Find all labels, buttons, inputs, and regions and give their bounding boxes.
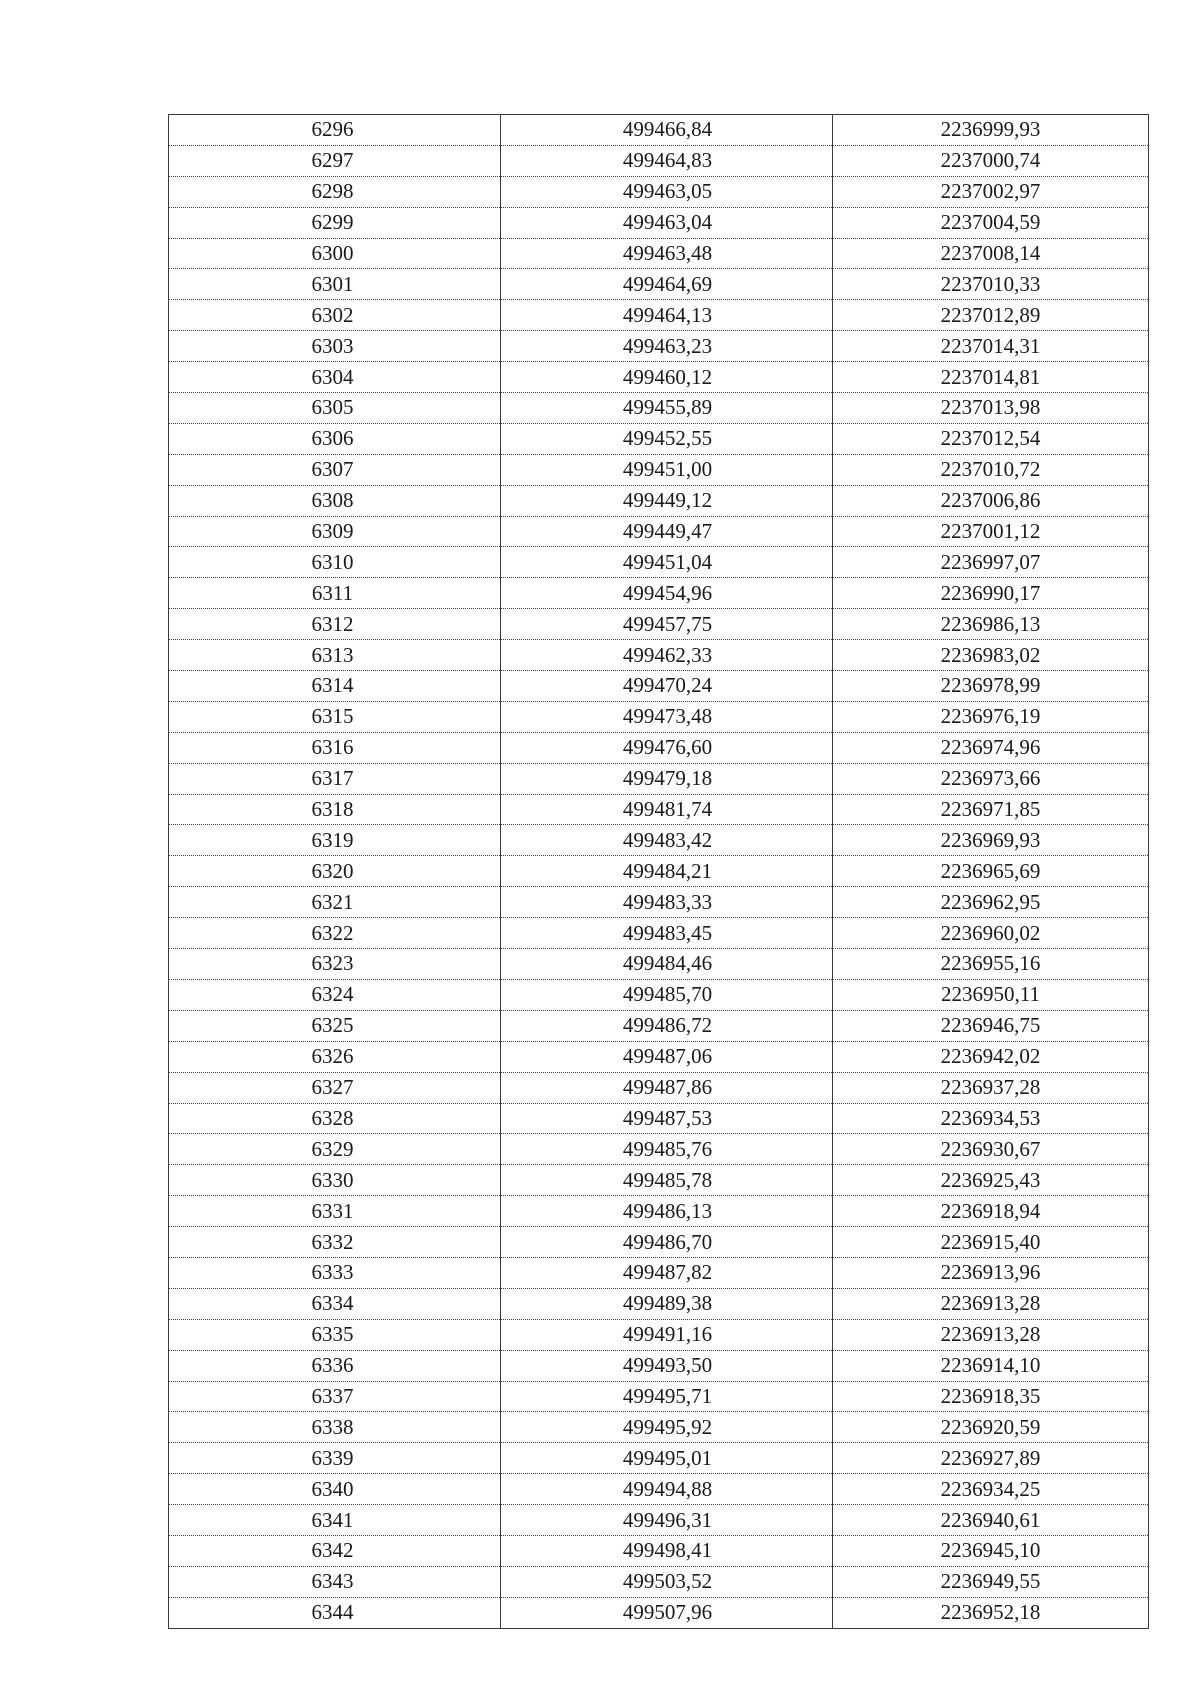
point-number-cell: 6343	[169, 1566, 501, 1597]
y-coordinate-cell: 2237004,59	[833, 207, 1149, 238]
table-row	[169, 856, 1149, 887]
x-coordinate-cell: 499449,12	[501, 485, 833, 516]
y-coordinate-cell: 2236952,18	[833, 1597, 1149, 1628]
table-row	[169, 269, 1149, 300]
x-coordinate-cell: 499491,16	[501, 1319, 833, 1350]
table-row	[169, 547, 1149, 578]
coordinates-table	[168, 114, 1149, 1629]
y-coordinate-cell: 2236930,67	[833, 1134, 1149, 1165]
point-number-cell: 6298	[169, 176, 501, 207]
x-coordinate-cell: 499485,70	[501, 979, 833, 1010]
table-row	[169, 1257, 1149, 1288]
x-coordinate-cell: 499489,38	[501, 1288, 833, 1319]
point-number-cell: 6301	[169, 269, 501, 300]
table-row	[169, 949, 1149, 980]
x-coordinate-cell: 499495,71	[501, 1381, 833, 1412]
x-coordinate-cell: 499479,18	[501, 763, 833, 794]
x-coordinate-cell: 499483,33	[501, 887, 833, 918]
y-coordinate-cell: 2236971,85	[833, 794, 1149, 825]
y-coordinate-cell: 2236945,10	[833, 1535, 1149, 1566]
point-number-cell: 6344	[169, 1597, 501, 1628]
point-number-cell: 6321	[169, 887, 501, 918]
x-coordinate-cell: 499454,96	[501, 578, 833, 609]
x-coordinate-cell: 499462,33	[501, 640, 833, 671]
point-number-cell: 6338	[169, 1412, 501, 1443]
point-number-cell: 6339	[169, 1443, 501, 1474]
table-row	[169, 238, 1149, 269]
table-row	[169, 145, 1149, 176]
y-coordinate-cell: 2236918,94	[833, 1196, 1149, 1227]
x-coordinate-cell: 499487,86	[501, 1072, 833, 1103]
x-coordinate-cell: 499485,78	[501, 1165, 833, 1196]
y-coordinate-cell: 2236969,93	[833, 825, 1149, 856]
y-coordinate-cell: 2236986,13	[833, 609, 1149, 640]
x-coordinate-cell: 499466,84	[501, 115, 833, 146]
x-coordinate-cell: 499494,88	[501, 1474, 833, 1505]
point-number-cell: 6330	[169, 1165, 501, 1196]
table-row	[169, 423, 1149, 454]
table-row	[169, 640, 1149, 671]
table-row	[169, 1134, 1149, 1165]
table-row	[169, 887, 1149, 918]
point-number-cell: 6299	[169, 207, 501, 238]
y-coordinate-cell: 2236973,66	[833, 763, 1149, 794]
x-coordinate-cell: 499484,46	[501, 949, 833, 980]
y-coordinate-cell: 2236983,02	[833, 640, 1149, 671]
y-coordinate-cell: 2236925,43	[833, 1165, 1149, 1196]
point-number-cell: 6316	[169, 732, 501, 763]
point-number-cell: 6335	[169, 1319, 501, 1350]
y-coordinate-cell: 2237010,72	[833, 454, 1149, 485]
point-number-cell: 6304	[169, 362, 501, 393]
y-coordinate-cell: 2236913,96	[833, 1257, 1149, 1288]
table-row	[169, 918, 1149, 949]
table-row	[169, 1196, 1149, 1227]
table-row	[169, 362, 1149, 393]
x-coordinate-cell: 499486,72	[501, 1010, 833, 1041]
table-row	[169, 1535, 1149, 1566]
point-number-cell: 6341	[169, 1505, 501, 1536]
point-number-cell: 6317	[169, 763, 501, 794]
y-coordinate-cell: 2237000,74	[833, 145, 1149, 176]
table-row	[169, 393, 1149, 424]
point-number-cell: 6300	[169, 238, 501, 269]
x-coordinate-cell: 499457,75	[501, 609, 833, 640]
x-coordinate-cell: 499470,24	[501, 671, 833, 702]
y-coordinate-cell: 2237006,86	[833, 485, 1149, 516]
table-row	[169, 454, 1149, 485]
table-row	[169, 732, 1149, 763]
point-number-cell: 6314	[169, 671, 501, 702]
point-number-cell: 6328	[169, 1103, 501, 1134]
x-coordinate-cell: 499452,55	[501, 423, 833, 454]
x-coordinate-cell: 499483,42	[501, 825, 833, 856]
point-number-cell: 6302	[169, 300, 501, 331]
y-coordinate-cell: 2237012,54	[833, 423, 1149, 454]
point-number-cell: 6310	[169, 547, 501, 578]
x-coordinate-cell: 499464,83	[501, 145, 833, 176]
table-row	[169, 794, 1149, 825]
x-coordinate-cell: 499487,06	[501, 1041, 833, 1072]
y-coordinate-cell: 2236940,61	[833, 1505, 1149, 1536]
y-coordinate-cell: 2236950,11	[833, 979, 1149, 1010]
x-coordinate-cell: 499463,05	[501, 176, 833, 207]
point-number-cell: 6303	[169, 331, 501, 362]
x-coordinate-cell: 499486,13	[501, 1196, 833, 1227]
point-number-cell: 6296	[169, 115, 501, 146]
table-row	[169, 1072, 1149, 1103]
table-row	[169, 300, 1149, 331]
table-row	[169, 331, 1149, 362]
point-number-cell: 6305	[169, 393, 501, 424]
table-row	[169, 1505, 1149, 1536]
y-coordinate-cell: 2237001,12	[833, 516, 1149, 547]
point-number-cell: 6315	[169, 701, 501, 732]
coordinates-table-body	[169, 115, 1149, 1629]
table-row	[169, 516, 1149, 547]
table-row	[169, 1597, 1149, 1628]
x-coordinate-cell: 499483,45	[501, 918, 833, 949]
y-coordinate-cell: 2237013,98	[833, 393, 1149, 424]
table-row	[169, 1443, 1149, 1474]
table-row	[169, 1103, 1149, 1134]
y-coordinate-cell: 2236960,02	[833, 918, 1149, 949]
y-coordinate-cell: 2236962,95	[833, 887, 1149, 918]
table-row	[169, 979, 1149, 1010]
x-coordinate-cell: 499487,53	[501, 1103, 833, 1134]
point-number-cell: 6309	[169, 516, 501, 547]
y-coordinate-cell: 2236949,55	[833, 1566, 1149, 1597]
table-row	[169, 1412, 1149, 1443]
y-coordinate-cell: 2237010,33	[833, 269, 1149, 300]
point-number-cell: 6297	[169, 145, 501, 176]
y-coordinate-cell: 2236978,99	[833, 671, 1149, 702]
table-row	[169, 1288, 1149, 1319]
y-coordinate-cell: 2236915,40	[833, 1227, 1149, 1258]
table-row	[169, 1381, 1149, 1412]
x-coordinate-cell: 499507,96	[501, 1597, 833, 1628]
table-row	[169, 115, 1149, 146]
point-number-cell: 6333	[169, 1257, 501, 1288]
table-row	[169, 1350, 1149, 1381]
point-number-cell: 6336	[169, 1350, 501, 1381]
point-number-cell: 6334	[169, 1288, 501, 1319]
y-coordinate-cell: 2236934,25	[833, 1474, 1149, 1505]
x-coordinate-cell: 499473,48	[501, 701, 833, 732]
table-row	[169, 207, 1149, 238]
x-coordinate-cell: 499487,82	[501, 1257, 833, 1288]
point-number-cell: 6342	[169, 1535, 501, 1566]
point-number-cell: 6307	[169, 454, 501, 485]
point-number-cell: 6311	[169, 578, 501, 609]
x-coordinate-cell: 499495,01	[501, 1443, 833, 1474]
table-row	[169, 1474, 1149, 1505]
x-coordinate-cell: 499451,00	[501, 454, 833, 485]
y-coordinate-cell: 2236920,59	[833, 1412, 1149, 1443]
table-row	[169, 825, 1149, 856]
y-coordinate-cell: 2237014,31	[833, 331, 1149, 362]
x-coordinate-cell: 499460,12	[501, 362, 833, 393]
point-number-cell: 6324	[169, 979, 501, 1010]
point-number-cell: 6312	[169, 609, 501, 640]
point-number-cell: 6320	[169, 856, 501, 887]
y-coordinate-cell: 2236946,75	[833, 1010, 1149, 1041]
point-number-cell: 6326	[169, 1041, 501, 1072]
point-number-cell: 6322	[169, 918, 501, 949]
x-coordinate-cell: 499503,52	[501, 1566, 833, 1597]
y-coordinate-cell: 2236914,10	[833, 1350, 1149, 1381]
y-coordinate-cell: 2237012,89	[833, 300, 1149, 331]
x-coordinate-cell: 499463,48	[501, 238, 833, 269]
x-coordinate-cell: 499495,92	[501, 1412, 833, 1443]
y-coordinate-cell: 2236927,89	[833, 1443, 1149, 1474]
y-coordinate-cell: 2236937,28	[833, 1072, 1149, 1103]
y-coordinate-cell: 2236974,96	[833, 732, 1149, 763]
x-coordinate-cell: 499476,60	[501, 732, 833, 763]
point-number-cell: 6313	[169, 640, 501, 671]
point-number-cell: 6331	[169, 1196, 501, 1227]
table-row	[169, 578, 1149, 609]
y-coordinate-cell: 2236976,19	[833, 701, 1149, 732]
point-number-cell: 6329	[169, 1134, 501, 1165]
point-number-cell: 6318	[169, 794, 501, 825]
x-coordinate-cell: 499464,69	[501, 269, 833, 300]
point-number-cell: 6323	[169, 949, 501, 980]
y-coordinate-cell: 2236999,93	[833, 115, 1149, 146]
x-coordinate-cell: 499464,13	[501, 300, 833, 331]
x-coordinate-cell: 499493,50	[501, 1350, 833, 1381]
point-number-cell: 6340	[169, 1474, 501, 1505]
y-coordinate-cell: 2237008,14	[833, 238, 1149, 269]
y-coordinate-cell: 2236997,07	[833, 547, 1149, 578]
table-row	[169, 1165, 1149, 1196]
x-coordinate-cell: 499451,04	[501, 547, 833, 578]
point-number-cell: 6337	[169, 1381, 501, 1412]
point-number-cell: 6319	[169, 825, 501, 856]
y-coordinate-cell: 2236913,28	[833, 1319, 1149, 1350]
table-row	[169, 609, 1149, 640]
y-coordinate-cell: 2236934,53	[833, 1103, 1149, 1134]
point-number-cell: 6306	[169, 423, 501, 454]
x-coordinate-cell: 499463,04	[501, 207, 833, 238]
table-row	[169, 763, 1149, 794]
y-coordinate-cell: 2236942,02	[833, 1041, 1149, 1072]
x-coordinate-cell: 499498,41	[501, 1535, 833, 1566]
point-number-cell: 6325	[169, 1010, 501, 1041]
x-coordinate-cell: 499484,21	[501, 856, 833, 887]
y-coordinate-cell: 2236913,28	[833, 1288, 1149, 1319]
x-coordinate-cell: 499486,70	[501, 1227, 833, 1258]
table-row	[169, 701, 1149, 732]
y-coordinate-cell: 2237014,81	[833, 362, 1149, 393]
y-coordinate-cell: 2236990,17	[833, 578, 1149, 609]
table-row	[169, 671, 1149, 702]
x-coordinate-cell: 499485,76	[501, 1134, 833, 1165]
y-coordinate-cell: 2237002,97	[833, 176, 1149, 207]
point-number-cell: 6327	[169, 1072, 501, 1103]
y-coordinate-cell: 2236965,69	[833, 856, 1149, 887]
y-coordinate-cell: 2236955,16	[833, 949, 1149, 980]
x-coordinate-cell: 499463,23	[501, 331, 833, 362]
table-row	[169, 1227, 1149, 1258]
table-row	[169, 1319, 1149, 1350]
table-row	[169, 485, 1149, 516]
table-row	[169, 1010, 1149, 1041]
x-coordinate-cell: 499496,31	[501, 1505, 833, 1536]
x-coordinate-cell: 499449,47	[501, 516, 833, 547]
point-number-cell: 6308	[169, 485, 501, 516]
y-coordinate-cell: 2236918,35	[833, 1381, 1149, 1412]
x-coordinate-cell: 499455,89	[501, 393, 833, 424]
table-row	[169, 176, 1149, 207]
table-row	[169, 1566, 1149, 1597]
x-coordinate-cell: 499481,74	[501, 794, 833, 825]
point-number-cell: 6332	[169, 1227, 501, 1258]
table-row	[169, 1041, 1149, 1072]
